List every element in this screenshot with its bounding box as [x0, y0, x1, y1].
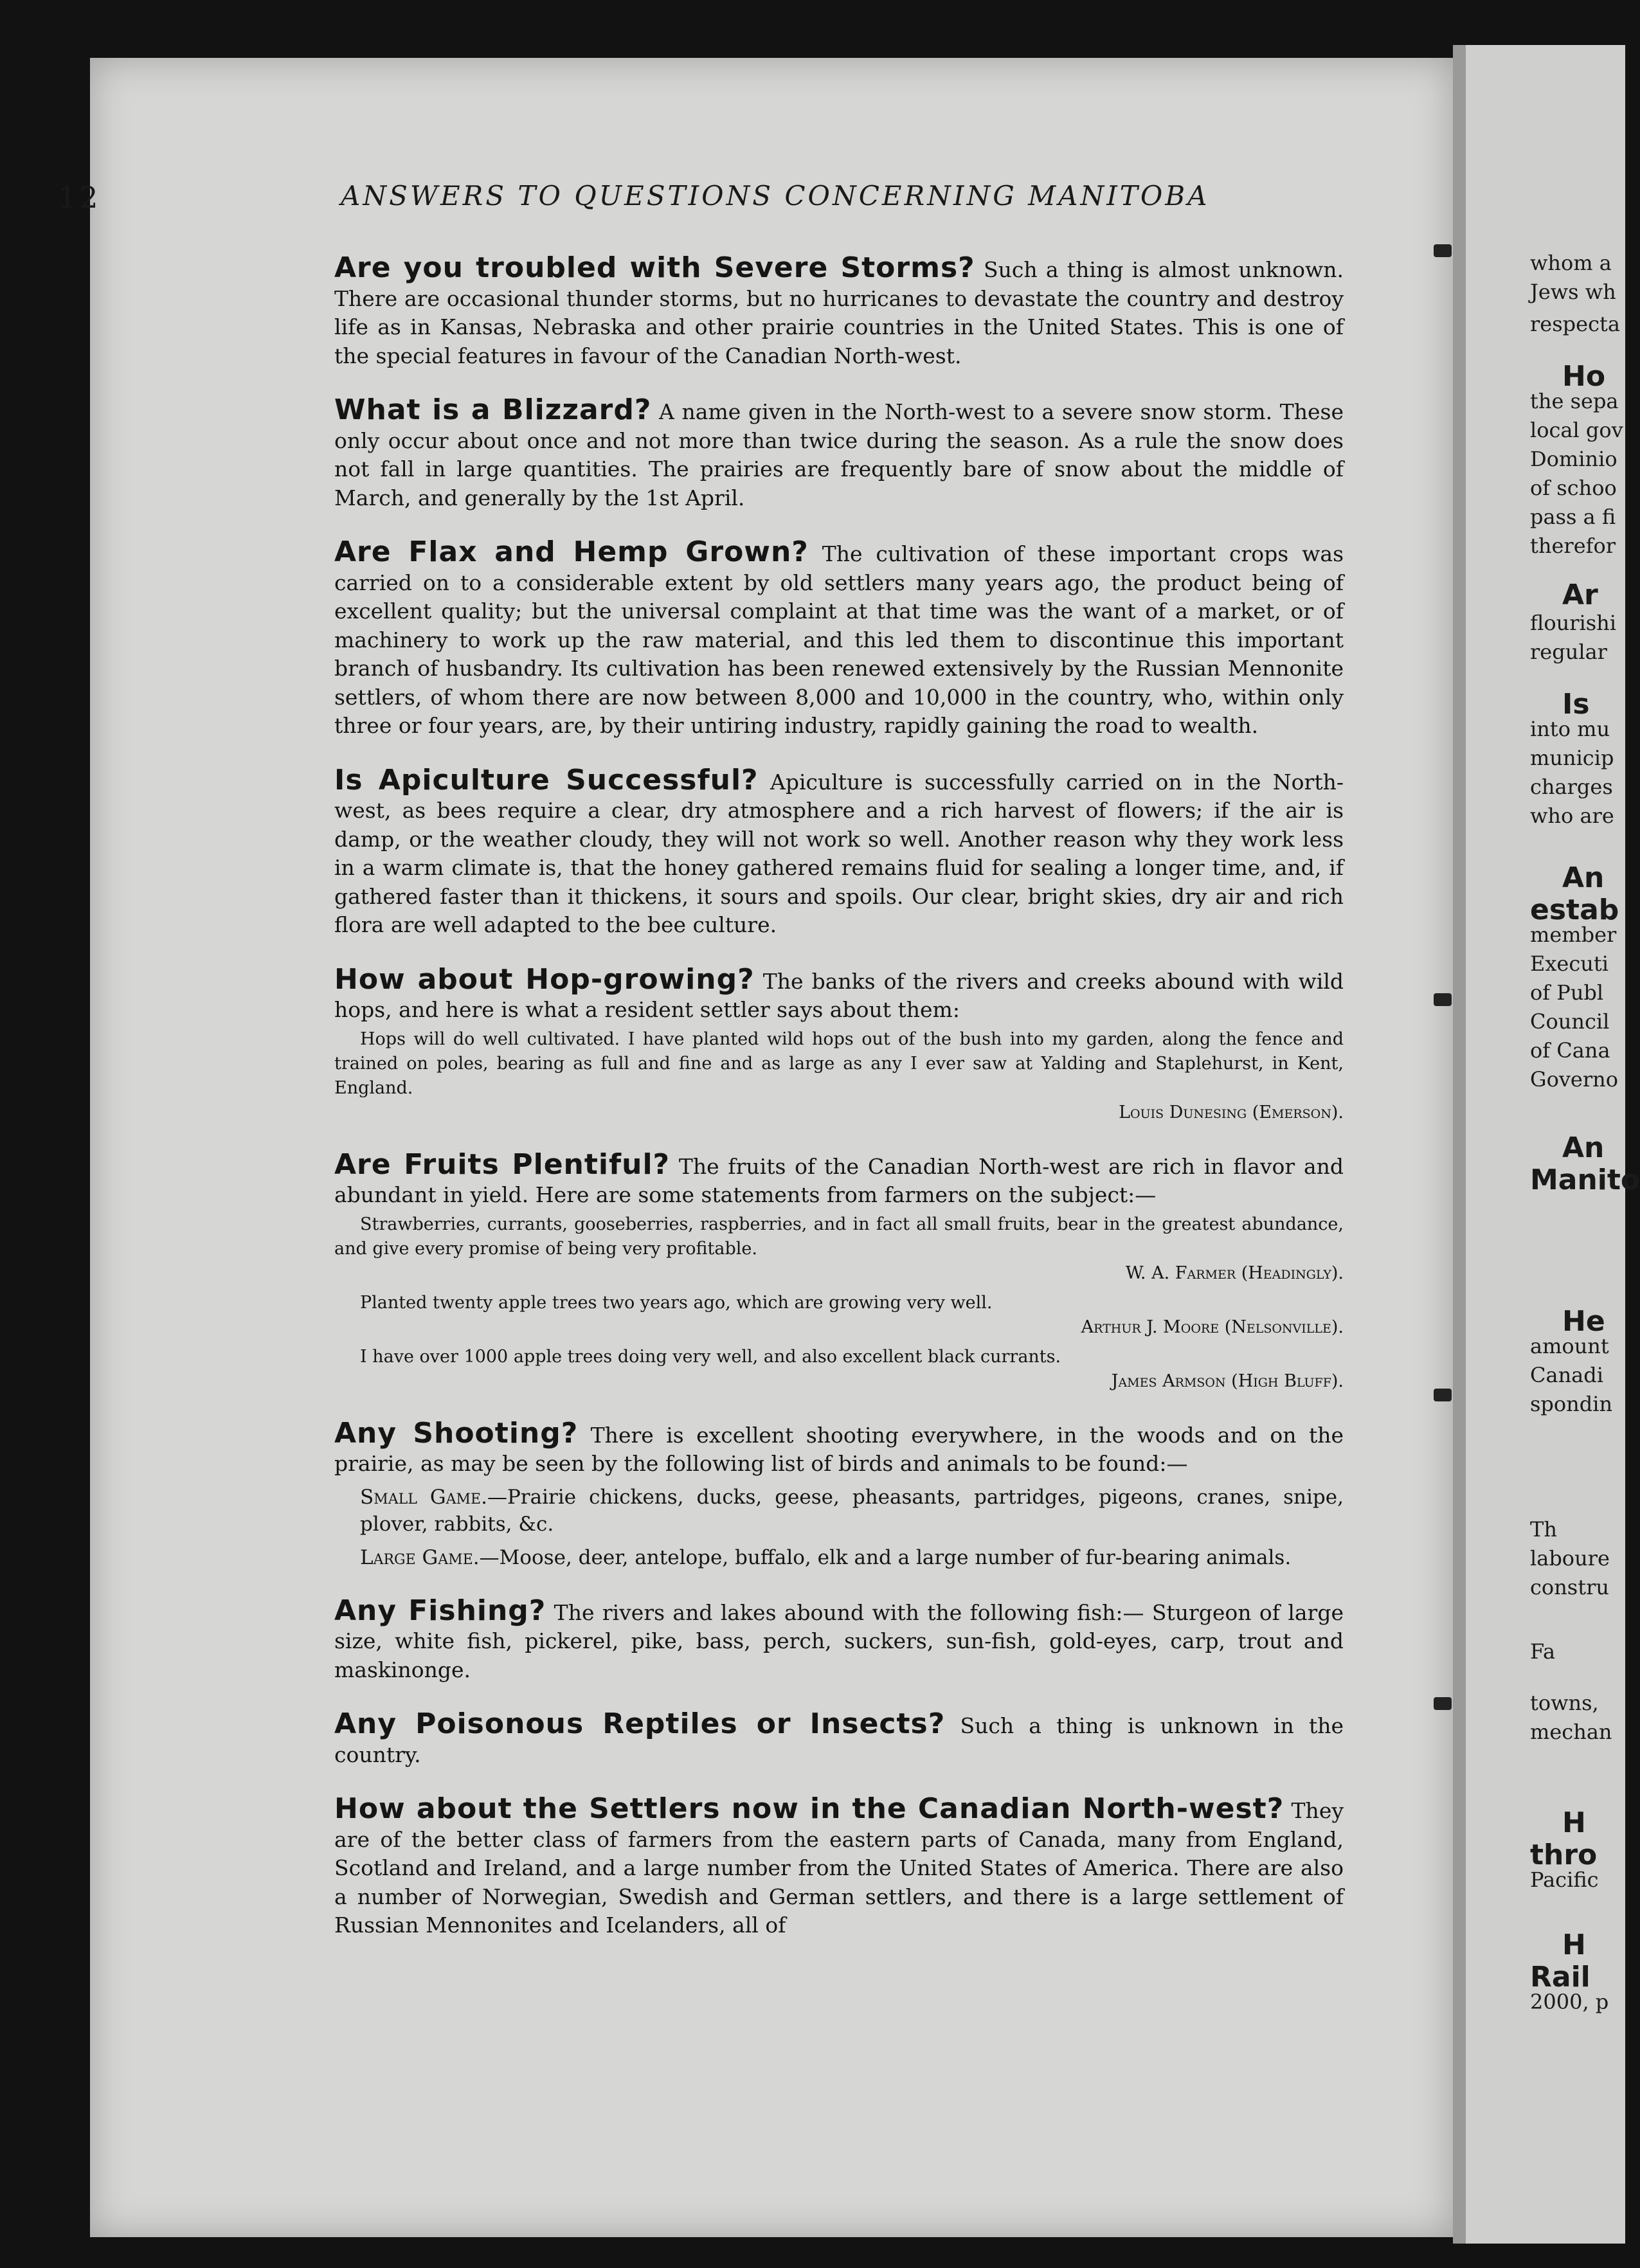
facing-page-fragment: An	[1562, 1131, 1605, 1164]
testimonial-signature: Arthur J. Moore (Nelsonville).	[1081, 1317, 1344, 1337]
answer-text: The rivers and lakes abound with the following fish:— Sturgeon of large size, white fish, pickerel, pike, bass, perch, suckers, sun-fish, gold-eyes, carp, trout and maskinonge.	[334, 1599, 1344, 1682]
facing-page-fragment: H	[1562, 1806, 1586, 1839]
facing-page-fragment: Pacific	[1530, 1868, 1599, 1892]
testimonial	[334, 1345, 1344, 1394]
page-gutter	[1453, 45, 1466, 2244]
facing-page-fragment: He	[1562, 1305, 1605, 1338]
question-heading: Any Fishing?	[334, 1594, 546, 1627]
qa-entry	[334, 1416, 1344, 1571]
question-heading: Are Flax and Hemp Grown?	[334, 536, 809, 568]
facing-page-fragment: pass a fi	[1530, 505, 1616, 529]
qa-entry	[334, 251, 1344, 370]
facing-page-fragment: Is	[1562, 688, 1590, 721]
facing-page-fragment: towns,	[1530, 1691, 1599, 1715]
answer-text: The fruits of the Canadian North-west are rich in flavor and abundant in yield. Here are some statements from farmers on the subject:—	[334, 1153, 1344, 1207]
answer-text: There is excellent shooting everywhere, in the woods and on the prairie, as may be seen by the following list of birds and animals to be found:—	[334, 1422, 1344, 1476]
facing-page-fragment: the sepa	[1530, 389, 1619, 413]
running-header	[58, 180, 1369, 215]
facing-page-fragment: Rail	[1530, 1961, 1590, 1994]
page-number: 12	[58, 180, 101, 215]
game-list-text: —Moose, deer, antelope, buffalo, elk and a large number of fur-bearing animals.	[479, 1545, 1292, 1569]
facing-page-fragment: laboure	[1530, 1546, 1610, 1571]
facing-page-fragment: local gov	[1530, 418, 1623, 442]
facing-page-fragment: Fa	[1530, 1639, 1556, 1664]
facing-page-fragment: constru	[1530, 1575, 1609, 1599]
facing-page-fragment: of Cana	[1530, 1038, 1610, 1063]
facing-page-fragment: spondin	[1530, 1392, 1613, 1416]
facing-page-fragment: H	[1562, 1929, 1586, 1961]
facing-page-fragment: thro	[1530, 1839, 1598, 1871]
facing-page-fragment: into mu	[1530, 717, 1610, 741]
game-list-label: Small Game.	[360, 1485, 487, 1509]
binding-hole	[1434, 1389, 1452, 1401]
facing-page-fragment: regular	[1530, 640, 1607, 664]
game-list-text: —Prairie chickens, ducks, geese, pheasants, partridges, pigeons, cranes, snipe, plover, rabbits, &c.	[360, 1485, 1344, 1536]
answer-text: A name given in the North-west to a severe snow storm. These only occur about once and not more than twice during the season. As a rule the snow does not fall in large quantities. The prairies are frequently bare of snow about the middle of March, and generally by the 1st April.	[334, 399, 1344, 510]
facing-page-fragment: 2000, p	[1530, 1990, 1609, 2014]
testimonial	[334, 1212, 1344, 1286]
answer-text: Apiculture is successfully carried on in the North-west, as bees require a clear, dry atmosphere and a rich harvest of flowers; if the air is damp, or the weather cloudy, they will not work so well. Another reason why they work less in a warm climate is, that the honey gathered remains fluid for sealing a longer time, and, if gathered faster than it thickens, it sours and spoils. Our clear, bright skies, dry air and rich flora are well adapted to the bee culture.	[334, 769, 1344, 937]
facing-page-fragment: Executi	[1530, 951, 1608, 976]
testimonial-signature: W. A. Farmer (Headingly).	[1125, 1263, 1344, 1283]
facing-page-fragment: municip	[1530, 746, 1614, 770]
game-list-label: Large Game.	[360, 1545, 480, 1569]
running-title: ANSWERS TO QUESTIONS CONCERNING MANITOBA	[341, 180, 1210, 212]
qa-entry	[334, 1148, 1344, 1394]
question-heading: Is Apiculture Successful?	[334, 763, 759, 797]
facing-page-fragment: of Publ	[1530, 980, 1604, 1005]
qa-entry	[334, 1594, 1344, 1685]
question-heading: What is a Blizzard?	[334, 393, 652, 426]
binding-hole	[1434, 993, 1452, 1006]
facing-page-fragment: who are	[1530, 804, 1614, 828]
book-page-right	[1466, 45, 1640, 2244]
question-heading: How about Hop-growing?	[334, 962, 755, 996]
question-heading: How about the Settlers now in the Canadian North-west?	[334, 1792, 1284, 1825]
testimonial-signature: Louis Dunesing (Emerson).	[1119, 1102, 1344, 1122]
qa-entry	[334, 1792, 1344, 1940]
qa-entry	[334, 763, 1344, 940]
testimonial-text: Strawberries, currants, gooseberries, raspberries, and in fact all small fruits, bear in the greatest abundance, and give every promise of being very profitable.	[334, 1214, 1344, 1259]
qa-entry	[334, 1707, 1344, 1769]
qa-entry	[334, 538, 1344, 741]
answer-text: They are of the better class of farmers from the eastern parts of Canada, many from England, Scotland and Ireland, and a large number from the United States of America. There are also a number of Norwegian, Swedish and German settlers, and there is a large settlement of Russian Mennonites and Icelanders, all of	[334, 1798, 1344, 1938]
testimonial-text: Hops will do well cultivated. I have planted wild hops out of the bush into my garden, along the fence and trained on poles, bearing as full and fine and as large as any I ever saw at Yalding and Staplehurst, in Kent, England.	[334, 1029, 1344, 1098]
facing-page-fragment: estab	[1530, 894, 1619, 926]
facing-page-fragment: Jews wh	[1530, 280, 1616, 304]
question-heading: Are Fruits Plentiful?	[334, 1148, 671, 1181]
body-text	[334, 251, 1344, 1966]
facing-page-fragment: Ar	[1562, 579, 1598, 611]
facing-page-fragment: Governo	[1530, 1067, 1619, 1092]
facing-page-fragment: Canadi	[1530, 1363, 1603, 1387]
facing-page-fragment: amount	[1530, 1334, 1609, 1358]
facing-page-fragment: Ho	[1562, 360, 1606, 393]
qa-entry	[334, 962, 1344, 1125]
facing-page-fragment: respecta	[1530, 312, 1620, 336]
binding-hole	[1434, 1697, 1452, 1710]
facing-page-fragment: of schoo	[1530, 476, 1617, 500]
game-list-item	[360, 1484, 1344, 1538]
answer-text: Such a thing is unknown in the country.	[334, 1713, 1344, 1767]
answer-text: The cultivation of these important crops was carried on to a considerable extent by old settlers many years ago, the product being of excellent quality; but the universal complaint at that time was the want of a market, or of machinery to work up the raw material, and this led them to discontinue this important branch of husbandry. Its cultivation has been renewed extensively by the Russian Mennonite settlers, of whom there are now between 8,000 and 10,000 in the country, who, within only three or four years, are, by their untiring industry, rapidly gaining the road to wealth.	[334, 541, 1344, 738]
question-heading: Any Shooting?	[334, 1416, 579, 1450]
testimonial	[334, 1027, 1344, 1125]
qa-entry	[334, 393, 1344, 512]
testimonial-text: Planted twenty apple trees two years ago, which are growing very well.	[360, 1292, 993, 1313]
facing-page-fragment: An	[1562, 861, 1605, 894]
facing-page-fragment: charges	[1530, 775, 1613, 799]
question-heading: Are you troubled with Severe Storms?	[334, 251, 975, 284]
game-list-item	[360, 1544, 1344, 1571]
testimonial-signature: James Armson (High Bluff).	[1111, 1371, 1344, 1391]
binding-hole	[1434, 244, 1452, 257]
testimonial-text: I have over 1000 apple trees doing very well, and also excellent black currants.	[360, 1346, 1061, 1367]
facing-page-fragment: whom a	[1530, 251, 1612, 275]
facing-page-fragment: Council	[1530, 1009, 1610, 1034]
facing-page-fragment: Th	[1530, 1517, 1557, 1542]
facing-page-fragment: member	[1530, 923, 1617, 947]
facing-page-fragment: flourishi	[1530, 611, 1617, 635]
facing-page-fragment: Dominio	[1530, 447, 1617, 471]
answer-text: The banks of the rivers and creeks abound with wild hops, and here is what a resident settler says about them:	[334, 968, 1344, 1022]
answer-text: Such a thing is almost unknown. There are occasional thunder storms, but no hurricanes to devastate the country and destroy life as in Kansas, Nebraska and other prairie countries in the United States. This is one of the special features in favour of the Canadian North-west.	[334, 257, 1344, 368]
question-heading: Any Poisonous Reptiles or Insects?	[334, 1707, 946, 1740]
facing-page-fragment: mechan	[1530, 1720, 1612, 1744]
facing-page-fragment: therefor	[1530, 534, 1616, 558]
testimonial	[334, 1291, 1344, 1340]
facing-page-fragment: Manito	[1530, 1164, 1640, 1196]
